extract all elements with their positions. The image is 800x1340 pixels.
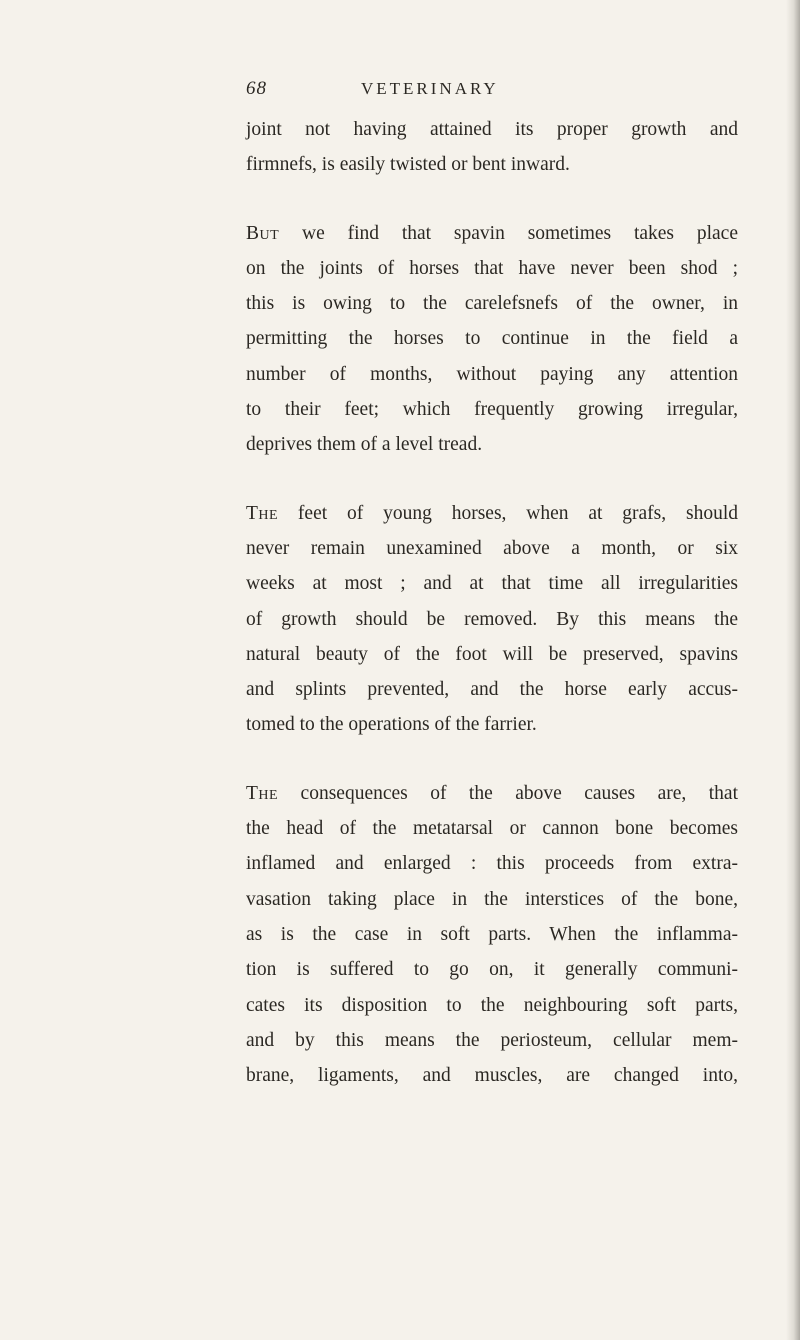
text-line: the head of the metatarsal or cannon bone becomes — [246, 818, 738, 840]
text-line: deprives them of a level tread. — [246, 434, 483, 456]
text-line: inflamed and enlarged : this proceeds from extra- — [246, 853, 738, 875]
body-text — [246, 112, 782, 1093]
text-line: and splints prevented, and the horse early accus- — [246, 679, 738, 701]
paragraph-2 — [246, 216, 782, 463]
paragraph-4 — [246, 776, 782, 1094]
text-line: vasation taking place in the interstices of the bone, — [246, 888, 738, 910]
text-line: joint not having attained its proper growth and — [246, 119, 738, 140]
text-line: number of months, without paying any attention — [246, 363, 738, 385]
text-line — [246, 776, 738, 811]
paragraph-gap — [246, 183, 782, 216]
text-line: cates its disposition to the neighbouring soft parts, — [246, 994, 738, 1016]
text-line: on the joints of horses that have never been shod ; — [246, 257, 738, 279]
text-line: tomed to the operations of the farrier. — [246, 714, 537, 736]
lead-word: The — [246, 502, 279, 524]
text-line: natural beauty of the foot will be preserved, spavins — [246, 643, 738, 665]
text-line: and by this means the periosteum, cellular mem- — [246, 1029, 738, 1051]
text-line — [246, 496, 738, 531]
text-line: to their feet; which frequently growing irregular, — [246, 399, 738, 421]
page-number: 68 — [246, 78, 267, 99]
lead-word: The — [246, 782, 279, 804]
paragraph-3 — [246, 496, 782, 743]
running-head: VETERINARY — [361, 79, 499, 98]
text-line: as is the case in soft parts. When the inflamma- — [246, 923, 738, 945]
text-line: firmnefs, is easily twisted or bent inward. — [246, 154, 570, 176]
text-line: brane, ligaments, and muscles, are changed into, — [246, 1065, 738, 1087]
page-header — [246, 78, 666, 108]
text-line: of growth should be removed. By this means the — [246, 608, 738, 630]
page-edge-shadow — [786, 0, 800, 1340]
text-line-rest: feet of young horses, when at grafs, should — [278, 502, 738, 524]
paragraph-gap — [246, 463, 782, 496]
text-line — [246, 216, 738, 251]
text-line: permitting the horses to continue in the field a — [246, 328, 738, 350]
lead-word: But — [246, 222, 280, 244]
paragraph-1 — [246, 112, 782, 183]
text-line: weeks at most ; and at that time all irregularities — [246, 573, 738, 595]
text-line: this is owing to the carelefsnefs of the owner, in — [246, 293, 738, 315]
text-line: never remain unexamined above a month, or six — [246, 537, 738, 559]
text-line-rest: consequences of the above causes are, that — [278, 782, 738, 804]
text-line-rest: we find that spavin sometimes takes place — [279, 222, 738, 244]
paragraph-gap — [246, 743, 782, 776]
text-line: tion is suffered to go on, it generally communi- — [246, 959, 738, 981]
